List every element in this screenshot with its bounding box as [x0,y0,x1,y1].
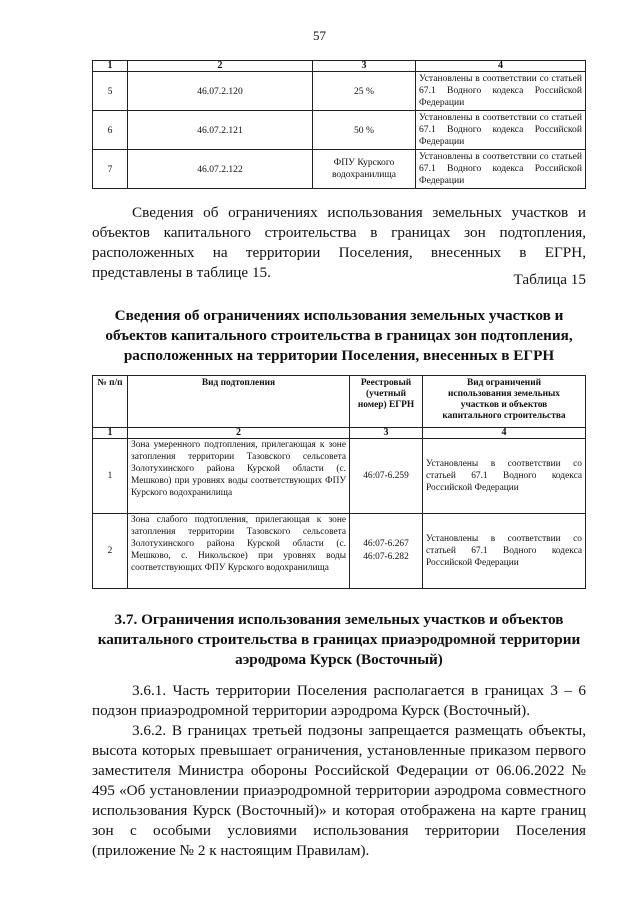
column-number: 4 [416,61,586,72]
zone-value: ФПУ Курского водохранилища [313,150,416,189]
paragraph-3-6-1: 3.6.1. Часть территории Поселения располагается в границах 3 – 6 подзон приаэродромной территории аэродрома Курск (Восточный). [92,682,586,719]
table-number-row [93,428,586,439]
restriction-text: Установлены в соответствии со статьей 67.1 Водного кодекса Российской Федерации [423,514,586,589]
table-title: Сведения об ограничениях использования земельных участков и объектов капитального строительства в границах зон подтопления, расположенных на территории Поселения, внесенных в ЕГРН [105,307,573,364]
zone-value: 25 % [313,72,416,111]
header-flood-type: Вид подтопления [128,376,350,428]
page-number: 57 [313,28,326,43]
intro-paragraph: Сведения об ограничениях использования земельных участков и объектов капитального строительства в границах зон подтопления, расположенных на территории Поселения, внесенных в ЕГРН, представлены в таблице 15. [92,204,586,281]
column-number: 2 [128,428,350,439]
row-number: 1 [93,439,128,514]
table-row [93,150,586,189]
table-header-row [93,61,586,72]
registry-number [350,439,423,514]
column-number: 1 [93,61,128,72]
paragraph-3-6-2: 3.6.2. В границах третьей подзоны запрещается размещать объекты, высота которых превышает ограничения, установленные приказом первого заместителя Министра обороны Российской Федерации от 06.06.2022 № 495 «Об установлении приаэродромной территории аэродрома совместного использования Курск (Восточный)» и которая отображена на карте границ зон с особыми условиями использования территории Поселения (приложение № 2 к настоящим Правилам). [92,722,586,859]
header-number: № п/п [93,376,128,428]
table-row [93,72,586,111]
table-row [93,439,586,514]
row-number: 2 [93,514,128,589]
header-registry-number: Реестровый (учетный номер) ЕГРН [350,376,423,428]
table-label: Таблица 15 [513,271,586,288]
restriction-text: Установлены в соответствии со статьей 67.1 Водного кодекса Российской Федерации [423,439,586,514]
table-header-row [93,376,586,428]
header-restriction-type: Вид ограничений использования земельных участков и объектов капитального строительства [423,376,586,428]
restrictions-table-continued [92,60,586,189]
flood-zone-restrictions-table [92,375,586,589]
flood-zone-description: Зона слабого подтопления, прилегающая к зоне затопления территории Тазовского сельсовета Золотухинского района Курской области (с. Мешково, с. Никольское) при уровнях воды соответствующих ФПУ Курского водохранилища [128,514,350,589]
column-number: 1 [93,428,128,439]
registry-number-value: 46:07-6.267 [363,539,409,549]
restriction-text: Установлены в соответствии со статьей 67.1 Водного кодекса Российской Федерации [416,111,586,150]
zone-code: 46.07.2.122 [128,150,313,189]
row-number: 7 [93,150,128,189]
column-number: 2 [128,61,313,72]
restriction-text: Установлены в соответствии со статьей 67.1 Водного кодекса Российской Федерации [416,150,586,189]
table-row [93,514,586,589]
row-number: 5 [93,72,128,111]
column-number: 3 [350,428,423,439]
registry-number-value: 46:07-6.282 [363,552,409,562]
flood-zone-description: Зона умеренного подтопления, прилегающая к зоне затопления территории Тазовского сельсовета Золотухинского района Курской области (с. Мешково) при уровнях воды соответствующих ФПУ Курского водохранилища [128,439,350,514]
table-row [93,111,586,150]
section-heading: 3.7. Ограничения использования земельных участков и объектов капитального строительства в границах приаэродромной территории аэродрома Курск (Восточный) [97,611,581,668]
zone-code: 46.07.2.121 [128,111,313,150]
zone-code: 46.07.2.120 [128,72,313,111]
registry-number [350,514,423,589]
registry-number-value: 46:07-6.259 [363,470,409,481]
row-number: 6 [93,111,128,150]
zone-value: 50 % [313,111,416,150]
column-number: 4 [423,428,586,439]
column-number: 3 [313,61,416,72]
restriction-text: Установлены в соответствии со статьей 67.1 Водного кодекса Российской Федерации [416,72,586,111]
